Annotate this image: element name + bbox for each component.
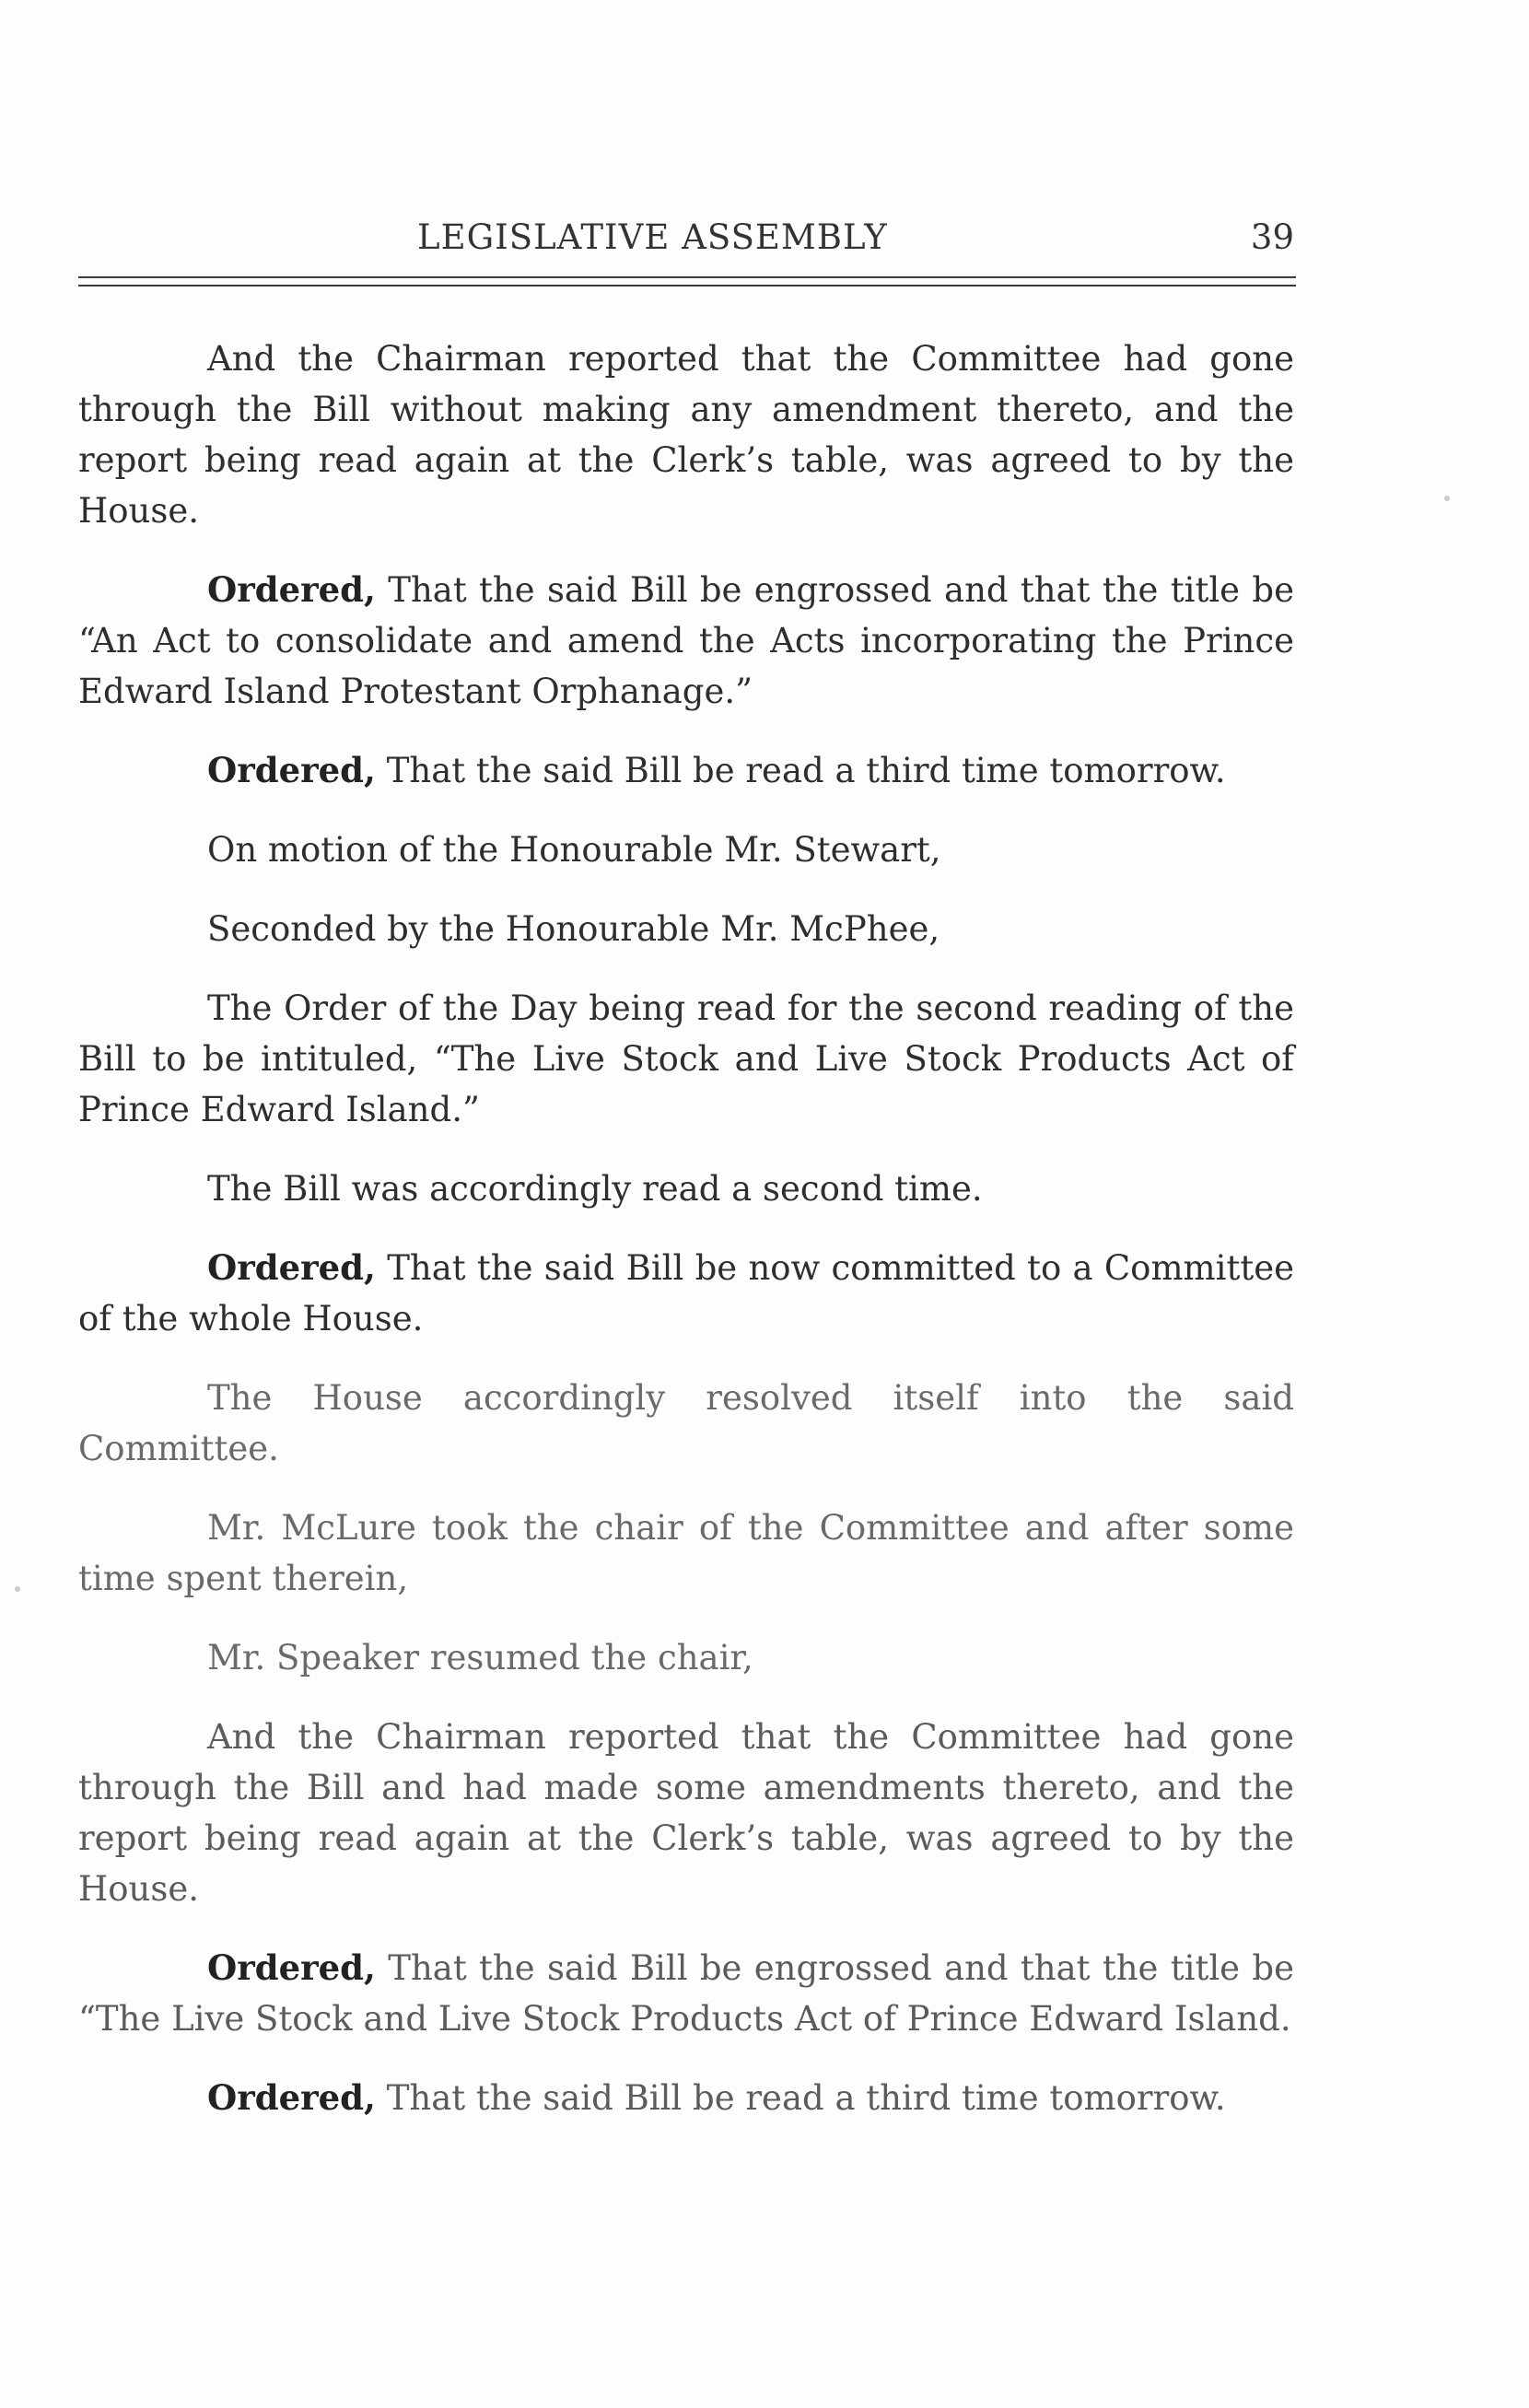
- paragraph-seconded: [78, 904, 1294, 954]
- paragraph-motion: [78, 824, 1294, 875]
- paragraph-text: That the said Bill be engrossed and that the title be “An Act to consolidate and amend the Acts incorporating the Prince Edward Island Protestant Orphanage.”: [78, 570, 1294, 711]
- body-text: [78, 333, 1294, 2152]
- paragraph-house-resolved: [78, 1373, 1294, 1474]
- paragraph-text: The Order of the Day being read for the second reading of the Bill to be intituled, “The Live Stock and Live Stock Products Act of Prince Edward Island.”: [78, 988, 1294, 1129]
- paragraph-text: Mr. Speaker resumed the chair,: [207, 1638, 753, 1677]
- paragraph-text: Seconded by the Honourable Mr. McPhee,: [207, 909, 940, 949]
- paragraph-text: The Bill was accordingly read a second time.: [207, 1169, 983, 1209]
- paragraph-text: Mr. McLure took the chair of the Committee and after some time spent therein,: [78, 1508, 1294, 1598]
- page-header: [78, 217, 1294, 269]
- ordered-label: Ordered,: [207, 569, 376, 610]
- paragraph-text: That the said Bill be engrossed and that the title be “The Live Stock and Live Stock Products Act of Prince Edward Island.: [78, 1948, 1294, 2039]
- paragraph-ordered-third-reading-2: [78, 2073, 1294, 2123]
- paragraph-ordered-committed: [78, 1243, 1294, 1344]
- paper-speck: [15, 1586, 20, 1592]
- paragraph-text: That the said Bill be read a third time tomorrow.: [375, 751, 1226, 790]
- ordered-label: Ordered,: [207, 1947, 376, 1988]
- ordered-label: Ordered,: [207, 1247, 376, 1288]
- paragraph-second-reading: [78, 1163, 1294, 1214]
- paragraph-chairman-report-1: [78, 333, 1294, 536]
- running-title: LEGISLATIVE ASSEMBLY: [417, 217, 888, 257]
- paragraph-mclure-chair: [78, 1502, 1294, 1604]
- paper-speck: [1444, 496, 1450, 501]
- paragraph-text: And the Chairman reported that the Committee had gone through the Bill without making any amendment thereto, and the report being read again at the Clerk’s table, was agreed to by the House.: [78, 339, 1294, 531]
- paragraph-speaker-resumed: [78, 1632, 1294, 1683]
- ordered-label: Ordered,: [207, 2077, 376, 2118]
- paragraph-ordered-third-reading-1: [78, 745, 1294, 796]
- paragraph-text: The House accordingly resolved itself into the said Committee.: [78, 1378, 1294, 1468]
- page-number: 39: [1250, 217, 1294, 257]
- paragraph-ordered-engrossed-2: [78, 1943, 1294, 2044]
- header-rule-bottom: [78, 285, 1296, 286]
- paragraph-text: On motion of the Honourable Mr. Stewart,: [207, 830, 941, 870]
- paragraph-text: And the Chairman reported that the Committee had gone through the Bill and had made some amendments thereto, and the report being read again at the Clerk’s table, was agreed to by the House.: [78, 1717, 1294, 1909]
- paragraph-chairman-report-2: [78, 1712, 1294, 1914]
- ordered-label: Ordered,: [207, 750, 376, 790]
- paragraph-ordered-engrossed-1: [78, 565, 1294, 717]
- paragraph-text: That the said Bill be now committed to a Committee of the whole House.: [78, 1248, 1294, 1338]
- paragraph-text: That the said Bill be read a third time tomorrow.: [375, 2078, 1226, 2118]
- paragraph-order-of-day: [78, 983, 1294, 1135]
- header-rule-top: [78, 276, 1296, 278]
